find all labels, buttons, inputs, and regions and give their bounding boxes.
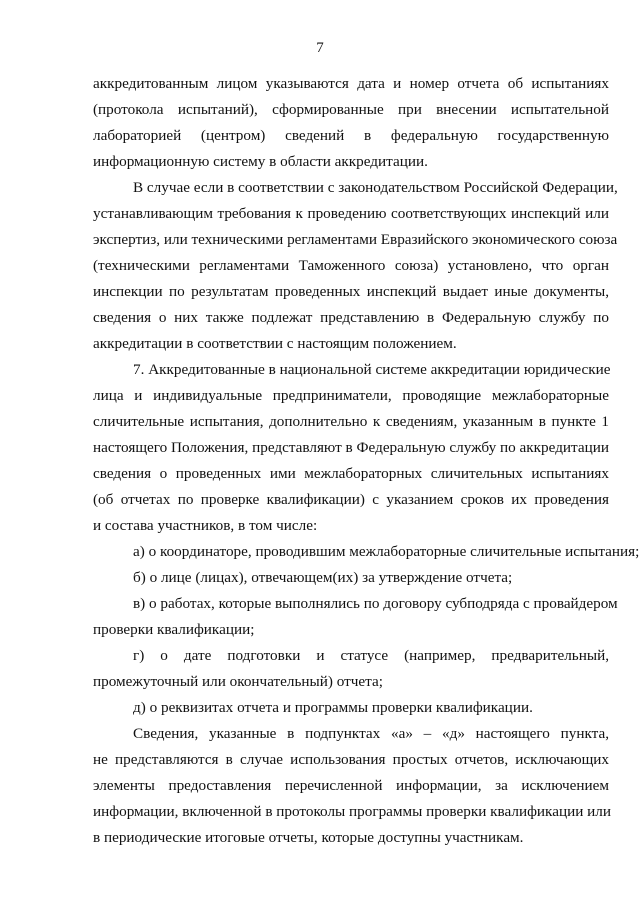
text-line: проверки квалификации; — [93, 621, 255, 638]
text-line: сведения о проведенных ими межлабораторных сличительных испытаниях — [93, 465, 609, 482]
text-line: в периодические итоговые отчеты, которые доступны участникам. — [93, 829, 524, 846]
text-line: (техническими регламентами Таможенного союза) установлено, что орган — [93, 257, 609, 274]
text-line: не представляются в случае использования простых отчетов, исключающих — [93, 751, 609, 768]
text-line: сведения о них также подлежат представлению в Федеральную службу по — [93, 309, 609, 326]
text-line: устанавливающим требования к проведению соответствующих инспекций или — [93, 205, 609, 222]
text-line: и состава участников, в том числе: — [93, 517, 318, 534]
text-line: информационную систему в области аккредитации. — [93, 153, 428, 170]
text-line: аккредитации в соответствии с настоящим положением. — [93, 335, 457, 352]
page-number: 7 — [316, 40, 324, 56]
text-line: настоящего Положения, представляют в Федеральную службу по аккредитации — [93, 439, 609, 456]
text-line: промежуточный или окончательный) отчета; — [93, 673, 383, 690]
text-line: лица и индивидуальные предприниматели, проводящие межлабораторные — [93, 387, 609, 404]
text-line: лабораторией (центром) сведений в федеральную государственную — [93, 127, 609, 144]
text-line: (протокола испытаний), сформированные при внесении испытательной — [93, 101, 609, 118]
text-line: 7. Аккредитованные в национальной системе аккредитации юридические — [133, 361, 611, 378]
text-line: г) о дате подготовки и статусе (например, предварительный, — [133, 647, 609, 664]
text-line: д) о реквизитах отчета и программы проверки квалификации. — [133, 699, 533, 716]
text-line: В случае если в соответствии с законодательством Российской Федерации, — [133, 179, 618, 196]
text-line: (об отчетах по проверке квалификации) с указанием сроков их проведения — [93, 491, 609, 508]
text-line: аккредитованным лицом указываются дата и номер отчета об испытаниях — [93, 75, 609, 92]
text-line: Сведения, указанные в подпунктах «а» – «д» настоящего пункта, — [133, 725, 609, 742]
text-line: б) о лице (лицах), отвечающем(их) за утверждение отчета; — [133, 569, 513, 586]
text-line: элементы предоставления перечисленной информации, за исключением — [93, 777, 609, 794]
text-line: инспекции по результатам проведенных инспекций выдает иные документы, — [93, 283, 609, 300]
text-line: экспертиз, или техническими регламентами Евразийского экономического союза — [93, 231, 618, 248]
text-line: а) о координаторе, проводившим межлабораторные сличительные испытания; — [133, 543, 640, 560]
text-line: информации, включенной в протоколы программы проверки квалификации или — [93, 803, 611, 820]
text-line: сличительные испытания, дополнительно к сведениям, указанным в пункте 1 — [93, 413, 609, 430]
text-line: в) о работах, которые выполнялись по договору субподряда с провайдером — [133, 595, 618, 612]
